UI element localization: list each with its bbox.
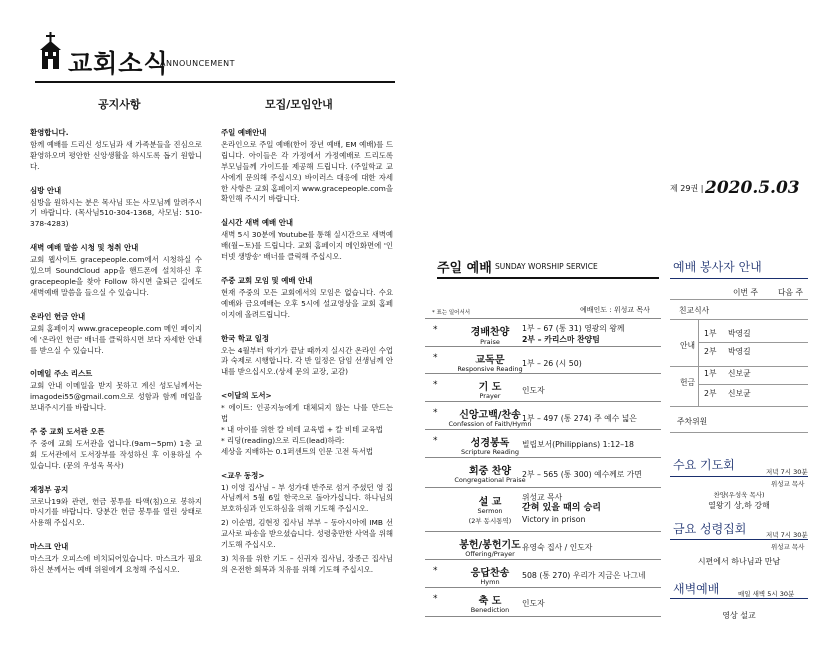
worship-title: 주일 예배 bbox=[437, 261, 492, 276]
notice-body: 주 중에 교회 도서관을 엽니다.(9am~5pm) 1층 교회 도서관에서 도서장부를 작성하신 후 이용하실 수 있습니다. (문의 우성욱 목사) bbox=[30, 438, 202, 470]
stand-mark: * bbox=[433, 408, 438, 418]
friday-time: 저녁 7시 30분 bbox=[766, 531, 808, 539]
stand-mark: * bbox=[433, 325, 438, 335]
worship-divider bbox=[437, 277, 659, 279]
worship-divider-row bbox=[425, 487, 661, 488]
order-line: 2부 – 565 (통 300) 예수께로 가면 bbox=[522, 470, 642, 479]
volunteers-row-line bbox=[670, 299, 808, 300]
volunteers-row-line bbox=[698, 342, 808, 343]
order-name: 봉헌/봉헌기도 bbox=[459, 540, 521, 551]
order-name: 경배찬양 bbox=[470, 327, 510, 338]
order-detail bbox=[522, 570, 646, 581]
meeting-body: 오는 4월부터 학기가 끝날 때까지 실시간 온라인 수업과 숙제로 시행합니다. 각 반 일정은 담임 선생님께 안내를 받으십시오.(상세 문의 교장, 교감) bbox=[221, 345, 393, 377]
stand-note: * 표는 일어서서 bbox=[432, 310, 471, 316]
order-detail bbox=[522, 323, 624, 345]
wednesday-line2: 열왕기 상,하 강해 bbox=[708, 501, 770, 510]
notice-mask bbox=[30, 542, 202, 576]
worship-divider-row bbox=[425, 373, 661, 374]
meeting-body: 현재 주중의 모든 교회에서의 모임은 없습니다. 수요예배와 금요예배는 오후 5시에 설교영상을 교회 홈페이지에 올려드립니다. bbox=[221, 287, 393, 319]
volunteers-row-line bbox=[670, 319, 808, 320]
page-title-en: ANNOUNCEMENT bbox=[160, 59, 236, 68]
wednesday-line1: 찬양(우성욱 목사) bbox=[713, 491, 765, 499]
dawn-time: 매일 새벽 5시 30분 bbox=[738, 590, 795, 598]
order-line: 2부 – 카리스마 찬양팀 bbox=[522, 335, 600, 344]
notice-body: 교회 안내 이메일을 받지 못하고 계신 성도님께서는 imagodei55@gmail.com으로 성함과 함께 메일을 보내주시기를 바랍니다. bbox=[30, 381, 202, 413]
order-en: Congregational Praise bbox=[454, 476, 526, 484]
wednesday-title: 수요 기도회 bbox=[673, 458, 735, 472]
order-en: Offering/Prayer bbox=[465, 550, 515, 558]
order-detail bbox=[522, 542, 592, 553]
dawn-title: 새벽예배 bbox=[673, 582, 720, 596]
order-name: 기 도 bbox=[478, 382, 502, 393]
guide-name: 박영길 bbox=[728, 347, 751, 356]
order-line: 1부 – 497 (통 274) 주 예수 넓은 bbox=[522, 414, 637, 423]
library-line: * 리딩(reading)으로 리드(lead)하라: bbox=[221, 435, 345, 445]
offering-name: 신보균 bbox=[728, 389, 751, 398]
order-name: 회중 찬양 bbox=[468, 466, 512, 477]
order-line: 1부 – 67 (통 31) 영광의 왕께 bbox=[522, 324, 625, 333]
issue-date: 2020.5.03 bbox=[705, 178, 800, 198]
notice-body: 교회 웹사이트 gracepeople.com에서 시청하실 수 있으며 SoundCloud app을 핸드폰에 설치하신 후 gracepeople을 찾아 Follow 하시면 출퇴근 길에도 새벽예배 말씀을 들으실 수 있습니다. bbox=[30, 255, 202, 297]
prayer-item: 3) 치유를 위한 기도 – 신귀자 집사님, 장종근 집사님의 온전한 회복과 치유를 위해 기도해 주십시오. bbox=[221, 554, 393, 574]
guide-part: 2부 bbox=[704, 347, 717, 356]
col1-heading: 공지사항 bbox=[98, 98, 141, 111]
col-this-week: 이번 주 bbox=[733, 288, 759, 297]
prayer-item: 1) 이영 집사님 – 부 성가대 반주로 섬겨 주셨던 영 집사님께서 5월 6일 한국으로 돌아가십니다. 하나님의 보호하심과 인도하심을 위해 기도해 주십시오. bbox=[221, 482, 393, 514]
volunteers-title: 예배 봉사자 안내 bbox=[673, 260, 762, 274]
order-detail bbox=[522, 492, 601, 525]
notice-column bbox=[30, 128, 202, 589]
wednesday-leader: 위성교 목사 bbox=[771, 480, 805, 488]
order-en-note: (2부 동시통역) bbox=[468, 517, 512, 525]
worship-divider-row bbox=[425, 531, 661, 532]
notice-online-offering bbox=[30, 312, 202, 357]
friday-leader: 위성교 목사 bbox=[771, 543, 805, 551]
volunteers-row-line bbox=[670, 366, 808, 367]
prayer-requests bbox=[221, 471, 393, 576]
meeting-body: 새벽 5시 30분에 Youtube를 통해 실시간으로 새벽예배(월~토)를 드립니다. 교회 홈페이지 메인화면에 '인터넷 생방송' 배너를 클릭해 주십시오. bbox=[221, 230, 393, 262]
church-icon bbox=[36, 32, 66, 72]
notice-library bbox=[30, 427, 202, 472]
friday-divider bbox=[670, 539, 808, 540]
notice-dawn-sermon bbox=[30, 243, 202, 299]
meeting-korean-school bbox=[221, 334, 393, 379]
meeting-title: 주일 예배안내 bbox=[221, 128, 267, 137]
offering-part: 1부 bbox=[704, 369, 717, 378]
notice-body: 코로나19와 관련, 헌금 봉투를 타액(침)으로 봉하지 마시기를 바랍니다. 당분간 헌금 봉투를 열린 상태로 사용해 주십시오. bbox=[30, 496, 202, 528]
library-title: <이달의 도서> bbox=[221, 391, 272, 401]
volunteers-row-line bbox=[698, 384, 808, 385]
offering-name: 신보균 bbox=[728, 369, 751, 378]
order-en: Praise bbox=[480, 338, 500, 346]
worship-title-en: SUNDAY WORSHIP SERVICE bbox=[495, 262, 598, 271]
meeting-column bbox=[221, 128, 393, 589]
prayer-item: 2) 이순범, 김현정 집사님 부부 – 동아시아에 IMB 선교사로 파송을 받으셨습니다. 성령충만한 사역을 위해 기도해 주십시오. bbox=[221, 518, 393, 550]
order-name: 신앙고백/찬송 bbox=[459, 410, 521, 421]
worship-leader: 예배인도 : 위성교 목사 bbox=[580, 306, 650, 314]
notice-finance bbox=[30, 485, 202, 530]
stand-mark: * bbox=[433, 566, 438, 576]
order-line: 위성교 목사 bbox=[522, 493, 563, 502]
order-en: Benediction bbox=[470, 606, 510, 614]
notice-body: 함께 예배를 드리신 성도님과 새 가족분들을 진심으로 환영하오며 평안한 신앙생활을 하시도록 돕기 원합니다. bbox=[30, 139, 202, 171]
col-next-week: 다음 주 bbox=[778, 288, 804, 297]
worship-divider-row bbox=[425, 616, 661, 617]
worship-divider-row bbox=[425, 401, 661, 402]
stand-mark: * bbox=[433, 380, 438, 390]
order-detail bbox=[522, 413, 637, 424]
order-name: 설 교 bbox=[478, 497, 502, 508]
order-line: 유영숙 집사 / 인도자 bbox=[522, 543, 593, 552]
notice-title: 마스크 안내 bbox=[30, 542, 69, 552]
order-en: Scripture Reading bbox=[461, 448, 519, 456]
worship-divider-row bbox=[425, 346, 661, 347]
worship-divider-row bbox=[425, 559, 661, 560]
stand-mark: * bbox=[433, 436, 438, 446]
library-books bbox=[221, 391, 393, 457]
guide-name: 박영길 bbox=[728, 329, 751, 338]
meeting-weekday bbox=[221, 276, 393, 321]
meeting-title: 실시간 새벽 예배 안내 bbox=[221, 218, 293, 228]
volunteers-col-line bbox=[698, 366, 699, 406]
order-detail bbox=[522, 358, 582, 369]
notice-body: 심방을 원하시는 분은 목사님 또는 사모님께 알려주시기 바랍니다. (목사님510-304-1368, 사모님: 510-378-4283) bbox=[30, 197, 202, 229]
notice-visit bbox=[30, 186, 202, 231]
notice-title: 새벽 예배 말씀 시청 및 청취 안내 bbox=[30, 243, 139, 253]
order-en: Sermon bbox=[477, 507, 503, 515]
guide-part: 1부 bbox=[704, 329, 717, 338]
order-en: Hymn bbox=[480, 578, 500, 586]
notice-title: 주 중 교회 도서관 오픈 bbox=[30, 427, 105, 437]
notice-title: 재정부 공지 bbox=[30, 484, 69, 494]
page-title: 교회소식 bbox=[68, 49, 169, 78]
guide-label: 안내 bbox=[680, 341, 696, 350]
worship-divider-row bbox=[425, 457, 661, 458]
order-detail bbox=[522, 439, 634, 450]
order-line: 인도자 bbox=[522, 599, 545, 608]
order-name: 교독문 bbox=[475, 355, 505, 366]
library-line: 세상을 지배하는 0.1퍼센트의 인문 고전 독서법 bbox=[221, 446, 374, 456]
notice-title: 이메일 주소 리스트 bbox=[30, 369, 93, 379]
friday-line1: 시편에서 하나님과 만남 bbox=[697, 557, 781, 566]
meeting-title: 주중 교회 모임 및 예배 안내 bbox=[221, 275, 313, 285]
friday-title: 금요 성령집회 bbox=[673, 522, 747, 536]
issue-label: 제 29권 | bbox=[670, 184, 704, 193]
stand-mark: * bbox=[433, 594, 438, 604]
order-line: 인도자 bbox=[522, 386, 545, 395]
welcome-label: 친교식사 bbox=[679, 306, 710, 315]
volunteers-row-line bbox=[670, 406, 808, 407]
col2-heading: 모집/모임안내 bbox=[265, 98, 333, 111]
order-line: 빌립보서(Philippians) 1:12–18 bbox=[522, 440, 635, 449]
order-en: Confession of Faith/Hymn bbox=[448, 420, 532, 428]
stand-mark: * bbox=[433, 353, 438, 363]
order-detail bbox=[522, 598, 545, 609]
worship-divider-row bbox=[425, 429, 661, 430]
order-line: 508 (통 270) 우리가 지금은 나그네 bbox=[522, 571, 646, 580]
offering-part: 2부 bbox=[704, 389, 717, 398]
order-detail bbox=[522, 385, 545, 396]
dawn-divider bbox=[670, 598, 808, 599]
worship-divider-row bbox=[425, 587, 661, 588]
meeting-body: 온라인으로 주일 예배(한어 장년 예배, EM 예배)를 드립니다. 아이들은 각 가정에서 가정예배로 드리도록 부모님들께 가이드를 제공해 드립니다. (주일학교 교사에게 문의해 주십시오) 바이러스 대응에 대한 자세한 사항은 교회 홈페이지 www.gracepeople.com을 확인해 주시기 바랍니다. bbox=[221, 139, 393, 204]
order-name: 축 도 bbox=[478, 596, 502, 607]
notice-title: 환영합니다. bbox=[30, 128, 69, 137]
order-en: Responsive Reading bbox=[457, 365, 523, 373]
wednesday-time: 저녁 7시 30분 bbox=[766, 468, 808, 476]
volunteers-divider bbox=[670, 278, 808, 279]
offering-label: 헌금 bbox=[680, 378, 696, 387]
header-divider bbox=[35, 81, 395, 83]
order-line: 1부 – 26 (시 50) bbox=[522, 359, 582, 368]
notice-title: 온라인 헌금 안내 bbox=[30, 311, 86, 321]
meeting-sunday bbox=[221, 128, 393, 205]
worship-divider-row bbox=[425, 318, 661, 319]
parking-label: 주차위원 bbox=[677, 417, 708, 426]
notice-title: 심방 안내 bbox=[30, 185, 62, 195]
library-line: * 에이트: 인공지능에게 대체되지 않는 나를 만드는 법 bbox=[221, 403, 393, 424]
dawn-line1: 영상 설교 bbox=[722, 611, 756, 620]
order-name: 응답찬송 bbox=[470, 568, 510, 579]
order-name: 성경봉독 bbox=[470, 438, 510, 449]
prayer-title: <교우 동정> bbox=[221, 470, 265, 480]
volunteers-col-line bbox=[698, 320, 699, 366]
library-line: * 내 아이를 위한 칼 비테 교육법 + 칼 비테 교육법 bbox=[221, 424, 383, 434]
volunteers-row-line bbox=[670, 432, 808, 433]
order-detail bbox=[522, 469, 642, 480]
notice-email-list bbox=[30, 369, 202, 414]
wednesday-divider bbox=[670, 476, 808, 477]
meeting-live-dawn bbox=[221, 218, 393, 263]
notice-body: 마스크가 오피스에 비치되어있습니다. 마스크가 필요하신 분께서는 예배 위원에게 요청해 주십시오. bbox=[30, 554, 202, 575]
order-en: Prayer bbox=[479, 392, 501, 400]
sermon-title: 갇혀 있을 때의 승리 bbox=[522, 503, 601, 513]
meeting-title: 한국 학교 일정 bbox=[221, 333, 269, 343]
notice-welcome bbox=[30, 128, 202, 173]
notice-body: 교회 홈페이지 www.gracepeople.com 메인 페이지에 '온라인 헌금' 배너를 클릭하시면 보다 자세한 안내를 받으실 수 있습니다. bbox=[30, 323, 202, 355]
sermon-title-en: Victory in prison bbox=[522, 515, 586, 524]
